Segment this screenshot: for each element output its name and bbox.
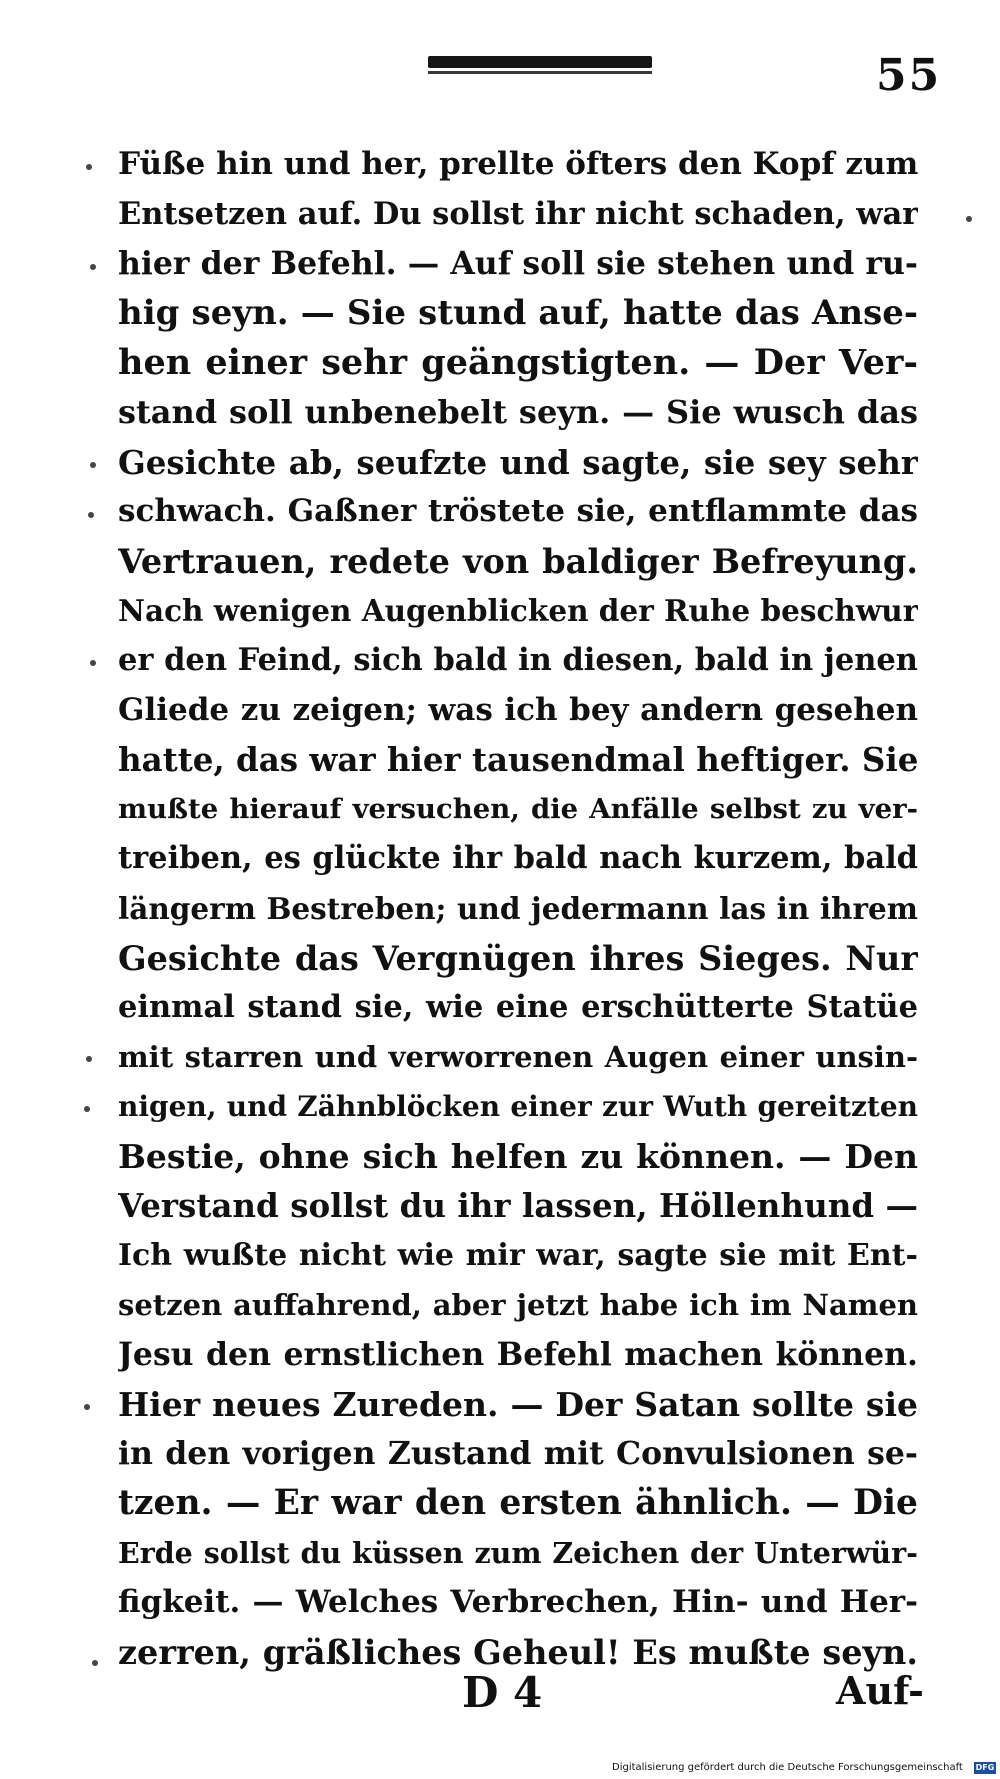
text-line: Jesu den ernstlichen Befehl machen können. <box>118 1336 918 1374</box>
text-line: er den Feind, sich bald in diesen, bald in jenen <box>118 641 918 678</box>
dfg-logo-icon: DFG <box>975 1763 995 1772</box>
text-line: hen einer sehr geängstigten. — Der Ver- <box>118 342 918 384</box>
margin-mark <box>84 1106 90 1112</box>
text-line: Vertrauen, redete von baldiger Befreyung. <box>118 541 918 581</box>
text-line: setzen auffahrend, aber jetzt habe ich im Namen <box>118 1287 918 1322</box>
signature-mark: D 4 <box>462 1668 543 1717</box>
text-line: stand soll unbenebelt seyn. — Sie wusch das <box>118 392 918 431</box>
text-line: Füße hin und her, prellte öfters den Kopf zum <box>118 146 918 182</box>
margin-mark <box>90 660 96 666</box>
page-number: 55 <box>876 50 942 101</box>
text-line: Erde sollst du küssen zum Zeichen der Unterwür- <box>118 1535 918 1570</box>
text-line: schwach. Gaßner tröstete sie, entflammte das <box>118 493 918 530</box>
margin-mark <box>90 264 96 270</box>
body-text <box>118 140 918 1677</box>
catchword: Auf- <box>836 1668 924 1713</box>
text-line: hig seyn. — Sie stund auf, hatte das Anse- <box>118 292 918 333</box>
text-line: nigen, und Zähnblöcken einer zur Wuth gereitzten <box>118 1090 918 1124</box>
text-line: Hier neues Zureden. — Der Satan sollte sie <box>118 1384 918 1424</box>
text-line: Gesichte ab, seufzte und sagte, sie sey sehr <box>118 442 918 482</box>
text-line: längerm Bestreben; und jedermann las in ihrem <box>118 890 918 926</box>
text-line: in den vorigen Zustand mit Convulsionen se- <box>118 1435 918 1473</box>
text-line: hier der Befehl. — Auf soll sie stehen und ru- <box>118 245 918 283</box>
text-line: figkeit. — Welches Verbrechen, Hin- und Her- <box>118 1584 918 1621</box>
text-line: mit starren und verworrenen Augen einer unsin- <box>118 1039 918 1074</box>
margin-mark <box>86 1056 92 1062</box>
text-line: Gesichte das Vergnügen ihres Sieges. Nur <box>118 938 918 978</box>
margin-mark <box>90 462 96 468</box>
text-line: Entsetzen auf. Du sollst ihr nicht schaden, war <box>118 195 918 232</box>
text-line: einmal stand sie, wie eine erschütterte Statüe <box>118 989 918 1026</box>
text-line: Verstand sollst du ihr lassen, Höllenhund — <box>118 1186 918 1226</box>
text-line: Bestie, ohne sich helfen zu können. — Den <box>118 1136 918 1176</box>
text-line: Gliede zu zeigen; was ich bey andern gesehen <box>118 691 918 728</box>
text-line: zerren, gräßliches Geheul! Es mußte seyn. <box>118 1632 918 1672</box>
header-ornament-rule <box>428 56 652 68</box>
digitization-credit: Digitalisierung gefördert durch die Deutsche Forschungsgemeinschaft <box>612 1762 963 1773</box>
text-line: hatte, das war hier tausendmal heftiger. Sie <box>118 740 918 780</box>
margin-mark <box>86 164 92 170</box>
margin-mark <box>92 1660 98 1666</box>
margin-mark <box>88 512 94 518</box>
margin-mark <box>84 1404 90 1410</box>
text-line: Nach wenigen Augenblicken der Ruhe beschwur <box>118 593 918 629</box>
text-line: Ich wußte nicht wie mir war, sagte sie mit Ent- <box>118 1238 918 1274</box>
text-line: tzen. — Er war den ersten ähnlich. — Die <box>118 1483 918 1524</box>
text-line: mußte hierauf versuchen, die Anfälle selbst zu ver- <box>118 792 918 825</box>
margin-mark <box>966 216 972 222</box>
text-line: treiben, es glückte ihr bald nach kurzem, bald <box>118 840 918 877</box>
